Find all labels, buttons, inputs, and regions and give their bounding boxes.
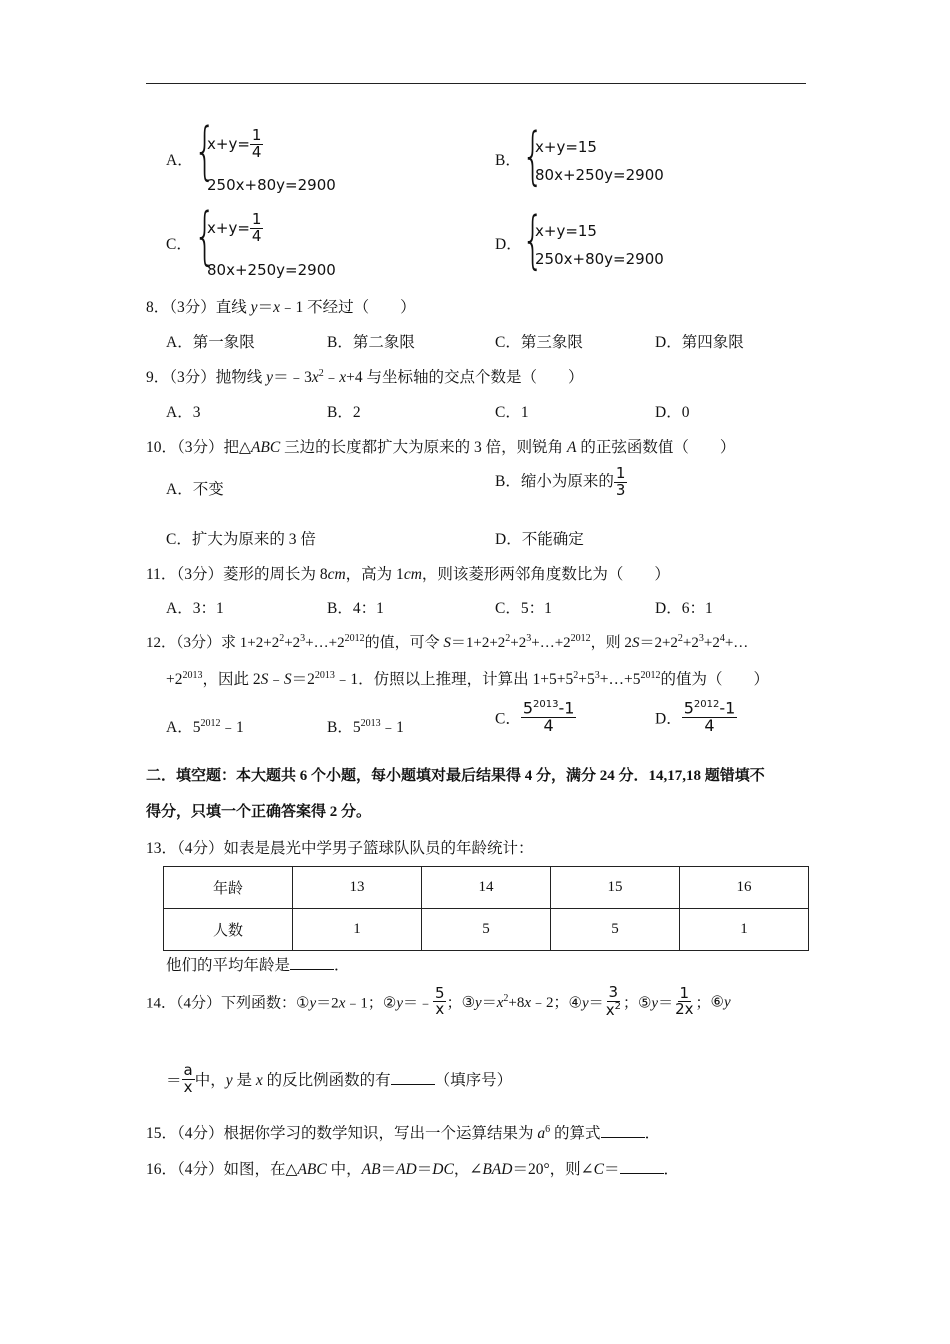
q7-option-c-eq2: 80x+250y=2900 [207,261,336,279]
q11-option-b: B．4：1 [327,600,384,617]
q13-stem: 13．（4分）如表是晨光中学男子篮球队队员的年龄统计： [146,840,534,857]
q10-option-b: B．缩小为原来的 $\frac{1}{3}$ [495,464,626,499]
q7-option-a-label: A． [166,152,193,169]
q16-answer-blank[interactable] [620,1159,664,1174]
q11-option-d: D．6：1 [655,600,713,617]
table-row [164,867,809,909]
q15-answer-blank[interactable] [601,1123,645,1138]
section-2-heading-line1: 二．填空题：本大题共 6 个小题，每小题填对最后结果得 4 分，满分 24 分．14,17,18 题错填不 [146,768,765,784]
q7-option-a-eq1: x+y= $\frac{1}{4}$ [207,126,262,161]
q7-option-b-brace: { [522,119,544,192]
q15-stem: 15．（4分）根据你学习的数学知识，写出一个运算结果为 $a^6$ 的算式 ． [146,1123,661,1142]
q7-option-d-eq1: x+y=15 [535,222,597,240]
section-2-heading-line2: 得分，只填一个正确答案得 2 分。 [146,804,372,820]
q14-stem-line1: 14．（4分）下列函数：①y＝2x﹣1；②y＝﹣ $\frac{5}{x}$ ；$③y=x^2+8x﹣2$；④y＝ $\frac{3}{x^2}$ ；⑤y＝ $\frac{1}{2x}$ ；⑥y [146,983,731,1019]
q7-option-b-label: B． [495,152,521,169]
q14-answer-blank[interactable] [391,1070,435,1085]
table-cell: 年龄 [164,867,293,909]
table-row [164,909,809,951]
table-cell: 1 [680,909,809,951]
q7-option-d-eq2: 250x+80y=2900 [535,250,664,268]
q8-option-a: A．第一象限 [166,334,255,351]
table-cell: 14 [422,867,551,909]
q9-option-a: A．3 [166,404,201,421]
q12-stem-line1: 12．（3分）求 $1+2+2^2+2^3+\dots+2^{2012}$的值，可令 $S=1+2+2^2+2^3+\dots+2^{2012}$，则 $2S=2+2^2+2^3+2^4+\dots$ [146,633,749,651]
q16-stem: 16．（4分）如图，在△ABC 中，AB＝AD＝DC，∠BAD＝20°，则∠C＝ ． [146,1161,680,1178]
age-stats-table [163,866,809,951]
q10-option-c: C．扩大为原来的 3 倍 [166,531,316,548]
q11-option-c: C．5：1 [495,600,552,617]
table-cell: 人数 [164,909,293,951]
q9-option-b: B．2 [327,404,361,421]
q7-option-d-label: D． [495,236,522,253]
q10-option-a: A．不变 [166,481,224,498]
q13-answer-line: 他们的平均年龄是 ． [166,957,350,974]
q11-option-a: A．3：1 [166,600,224,617]
table-cell: 13 [293,867,422,909]
table-cell: 16 [680,867,809,909]
table-cell: 15 [551,867,680,909]
q7-option-c-label: C． [166,236,192,253]
header-rule [146,83,806,84]
q7-option-a-eq2: 250x+80y=2900 [207,176,336,194]
table-cell: 5 [422,909,551,951]
table-cell: 1 [293,909,422,951]
q12-option-d: D． $\frac{5^{2012}-1}{4}$ [655,698,736,736]
q7-option-a-brace: { [194,114,216,187]
q9-stem: 9．（3分）抛物线 $y=﹣3x^2﹣x+4$ 与坐标轴的交点个数是（ ） [146,367,584,386]
q11-stem: 11．（3分）菱形的周长为 8cm，高为 1cm，则该菱形两邻角度数比为（ ） [146,566,670,583]
q12-option-c: C． $\frac{5^{2013}-1}{4}$ [495,698,575,736]
q14-stem-line2: ＝ $\frac{a}{x}$ 中，y 是 x 的反比例函数的有 （填序号） [166,1061,513,1096]
q7-option-d-brace: { [522,203,544,276]
q7-option-c-brace: { [194,199,216,272]
q7-option-c-eq1: x+y= $\frac{1}{4}$ [207,210,262,245]
q8-stem: 8．（3分）直线 y＝x﹣1 不经过（ ） [146,299,416,316]
q13-answer-blank[interactable] [290,955,334,970]
table-cell: 5 [551,909,680,951]
q8-option-c: C．第三象限 [495,334,583,351]
q12-option-a: A．$5^{2012}﹣1$ [166,717,244,736]
q10-option-d: D．不能确定 [495,531,584,548]
q9-option-c: C．1 [495,404,529,421]
q8-option-b: B．第二象限 [327,334,415,351]
q12-option-b: B．$5^{2013}﹣1$ [327,717,404,736]
q8-option-d: D．第四象限 [655,334,744,351]
q12-stem-line2: $+2^{2013}$，因此 $2S﹣S=2^{2013}﹣1$．仿照以上推理，计算出 $1+5+5^2+5^3+\dots+5^{2012}$的值为（ ） [166,669,770,688]
q7-option-b-eq1: x+y=15 [535,138,597,156]
q7-option-b-eq2: 80x+250y=2900 [535,166,664,184]
q10-stem: 10．（3分）把△ABC 三边的长度都扩大为原来的 3 倍，则锐角 A 的正弦函数值（ ） [146,439,736,456]
q9-option-d: D．0 [655,404,690,421]
